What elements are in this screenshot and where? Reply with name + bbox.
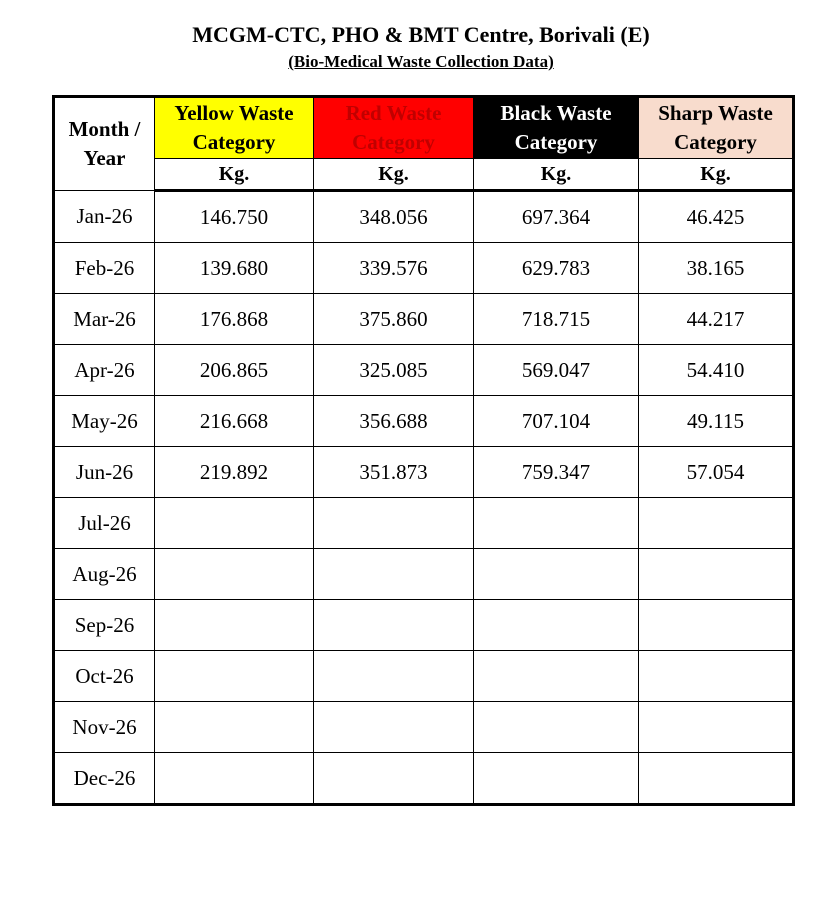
value-cell: 718.715 xyxy=(474,294,639,345)
unit-label: Kg. xyxy=(155,159,314,191)
unit-label: Kg. xyxy=(314,159,474,191)
red-waste-header: Red Waste Category xyxy=(314,97,474,159)
month-cell: Jul-26 xyxy=(54,498,155,549)
month-cell: May-26 xyxy=(54,396,155,447)
value-cell xyxy=(639,753,794,805)
page-subtitle: (Bio-Medical Waste Collection Data) xyxy=(288,52,554,71)
value-cell: 146.750 xyxy=(155,191,314,243)
value-cell: 325.085 xyxy=(314,345,474,396)
value-cell: 707.104 xyxy=(474,396,639,447)
value-cell xyxy=(474,600,639,651)
value-cell xyxy=(155,753,314,805)
table-row xyxy=(54,294,794,345)
value-cell xyxy=(474,498,639,549)
value-cell: 176.868 xyxy=(155,294,314,345)
value-cell: 57.054 xyxy=(639,447,794,498)
value-cell: 216.668 xyxy=(155,396,314,447)
value-cell xyxy=(314,498,474,549)
month-cell: Feb-26 xyxy=(54,243,155,294)
value-cell: 569.047 xyxy=(474,345,639,396)
value-cell: 759.347 xyxy=(474,447,639,498)
value-cell xyxy=(474,549,639,600)
month-cell: Apr-26 xyxy=(54,345,155,396)
value-cell xyxy=(639,549,794,600)
value-cell: 38.165 xyxy=(639,243,794,294)
value-cell xyxy=(155,702,314,753)
value-cell xyxy=(474,702,639,753)
table-row xyxy=(54,447,794,498)
month-cell: Jan-26 xyxy=(54,191,155,243)
value-cell xyxy=(639,651,794,702)
value-cell xyxy=(155,600,314,651)
value-cell xyxy=(314,600,474,651)
value-cell: 339.576 xyxy=(314,243,474,294)
sharp-waste-header: Sharp Waste Category xyxy=(639,97,794,159)
value-cell xyxy=(314,651,474,702)
table-row xyxy=(54,345,794,396)
value-cell: 629.783 xyxy=(474,243,639,294)
table-row xyxy=(54,600,794,651)
value-cell: 206.865 xyxy=(155,345,314,396)
value-cell xyxy=(155,651,314,702)
month-cell: Sep-26 xyxy=(54,600,155,651)
yellow-waste-header: Yellow Waste Category xyxy=(155,97,314,159)
page-title: MCGM-CTC, PHO & BMT Centre, Borivali (E) xyxy=(192,22,650,47)
value-cell xyxy=(314,753,474,805)
table-row xyxy=(54,651,794,702)
value-cell xyxy=(474,651,639,702)
value-cell: 44.217 xyxy=(639,294,794,345)
table-row xyxy=(54,191,794,243)
table-row xyxy=(54,702,794,753)
unit-label: Kg. xyxy=(639,159,794,191)
month-cell: Nov-26 xyxy=(54,702,155,753)
month-cell: Jun-26 xyxy=(54,447,155,498)
value-cell xyxy=(639,600,794,651)
month-cell: Mar-26 xyxy=(54,294,155,345)
month-year-header: Month / Year xyxy=(54,97,155,191)
table-body xyxy=(54,191,794,805)
unit-label: Kg. xyxy=(474,159,639,191)
value-cell xyxy=(639,498,794,549)
value-cell: 139.680 xyxy=(155,243,314,294)
value-cell xyxy=(474,753,639,805)
value-cell xyxy=(639,702,794,753)
value-cell: 219.892 xyxy=(155,447,314,498)
waste-collection-table xyxy=(52,95,795,806)
value-cell: 351.873 xyxy=(314,447,474,498)
table-row xyxy=(54,549,794,600)
table-row xyxy=(54,498,794,549)
black-waste-header: Black Waste Category xyxy=(474,97,639,159)
value-cell xyxy=(314,549,474,600)
value-cell xyxy=(314,702,474,753)
table-row xyxy=(54,753,794,805)
table-row xyxy=(54,243,794,294)
value-cell: 54.410 xyxy=(639,345,794,396)
value-cell xyxy=(155,549,314,600)
value-cell: 49.115 xyxy=(639,396,794,447)
month-cell: Oct-26 xyxy=(54,651,155,702)
value-cell: 46.425 xyxy=(639,191,794,243)
month-cell: Dec-26 xyxy=(54,753,155,805)
value-cell xyxy=(155,498,314,549)
value-cell: 356.688 xyxy=(314,396,474,447)
value-cell: 697.364 xyxy=(474,191,639,243)
value-cell: 375.860 xyxy=(314,294,474,345)
table-row xyxy=(54,396,794,447)
value-cell: 348.056 xyxy=(314,191,474,243)
month-cell: Aug-26 xyxy=(54,549,155,600)
